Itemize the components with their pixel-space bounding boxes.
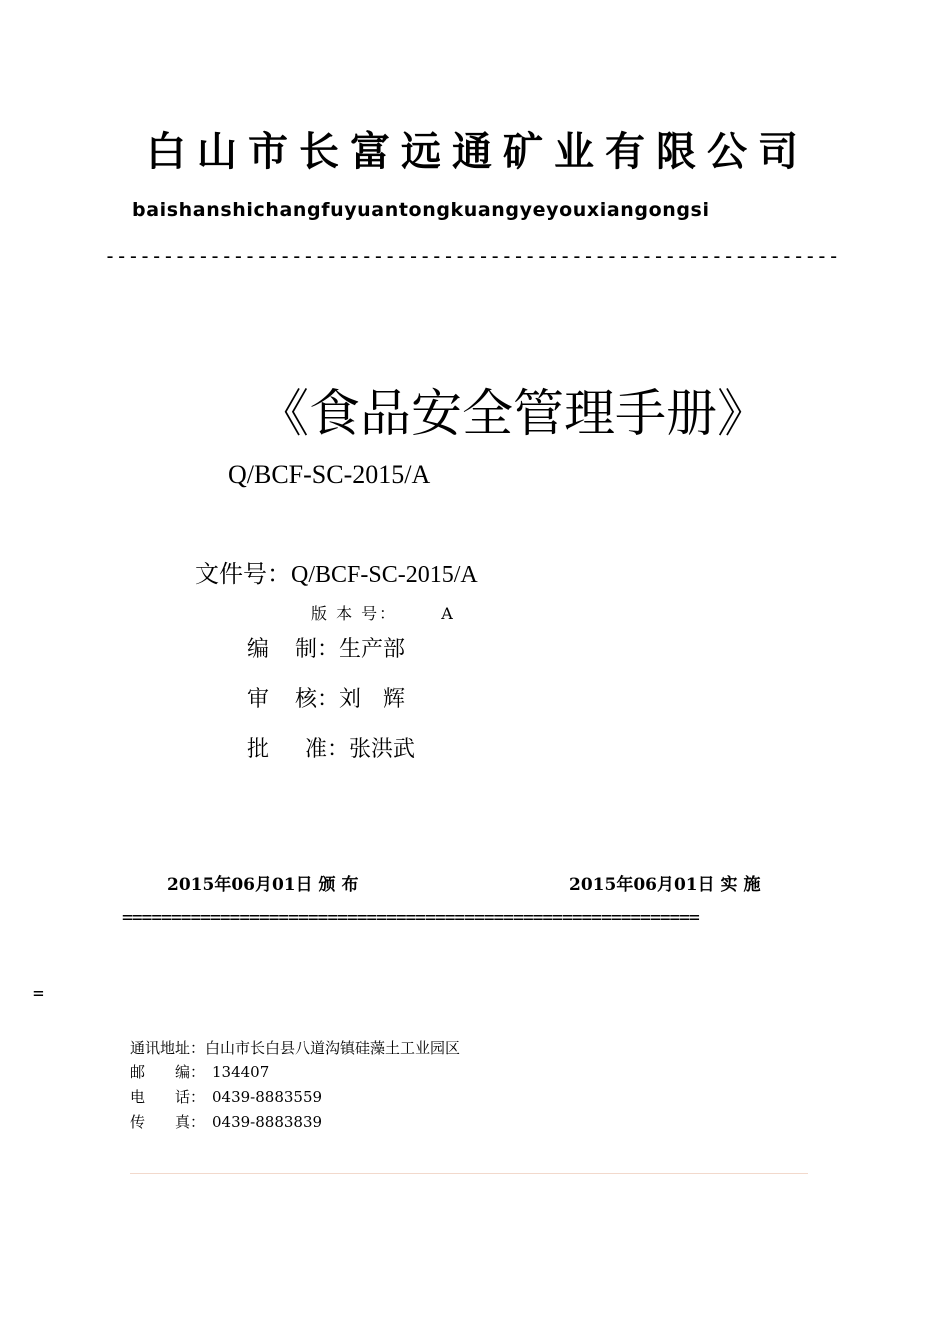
fax-row: [130, 1112, 322, 1132]
file-number-row: [195, 560, 478, 589]
phone-label: 电 话：: [130, 1088, 206, 1106]
version-value: A: [441, 604, 455, 623]
fax-label: 传 真：: [130, 1113, 206, 1131]
version-label: 版 本 号：: [311, 604, 398, 623]
effective-date: 2015年06月01日 实 施: [569, 875, 761, 895]
company-name-pinyin: baishanshichangfuyuantongkuangyeyouxiangongsi: [132, 199, 710, 221]
phone-value: 0439-8883559: [212, 1088, 323, 1106]
postcode-label: 邮 编：: [130, 1063, 206, 1081]
compiler-value: 生产部: [339, 637, 406, 662]
reviewer-row: [247, 686, 405, 714]
reviewer-label-2: 核：: [295, 687, 340, 712]
manual-title: 《食品安全管理手册》: [258, 385, 769, 444]
reviewer-value: 刘 辉: [339, 687, 406, 712]
version-row: [311, 600, 455, 628]
bottom-rule: [130, 1173, 808, 1174]
company-name-cn: 白山市长富远通矿业有限公司: [146, 129, 809, 175]
postcode-value: 134407: [212, 1063, 270, 1081]
phone-row: [130, 1087, 322, 1107]
address-value: 白山市长白县八道沟镇硅藻土工业园区: [205, 1039, 461, 1057]
approver-value: 张洪武: [349, 737, 416, 762]
compiler-row: [247, 636, 405, 664]
postcode-row: [130, 1062, 269, 1082]
reviewer-label-1: 审: [247, 687, 270, 712]
address-row: [130, 1038, 460, 1058]
compiler-label-1: 编: [247, 637, 270, 662]
compiler-label-2: 制：: [295, 637, 340, 662]
issue-date: 2015年06月01日 颁 布: [167, 875, 359, 895]
fax-value: 0439-8883839: [212, 1113, 323, 1131]
address-label: 通讯地址：: [130, 1039, 206, 1057]
dashed-separator: ---------------------------------------------------------------: [104, 244, 840, 268]
manual-code: Q/BCF-SC-2015/A: [228, 460, 431, 489]
file-number-value: Q/BCF-SC-2015/A: [291, 562, 478, 588]
double-line-separator: ===========================================================: [122, 907, 699, 928]
approver-label-1: 批: [247, 737, 270, 762]
file-number-label: 文件号：: [195, 560, 291, 588]
approver-label-2: 准：: [305, 737, 350, 762]
double-line-separator-tail: =: [33, 983, 44, 1004]
approver-row: [247, 736, 415, 764]
